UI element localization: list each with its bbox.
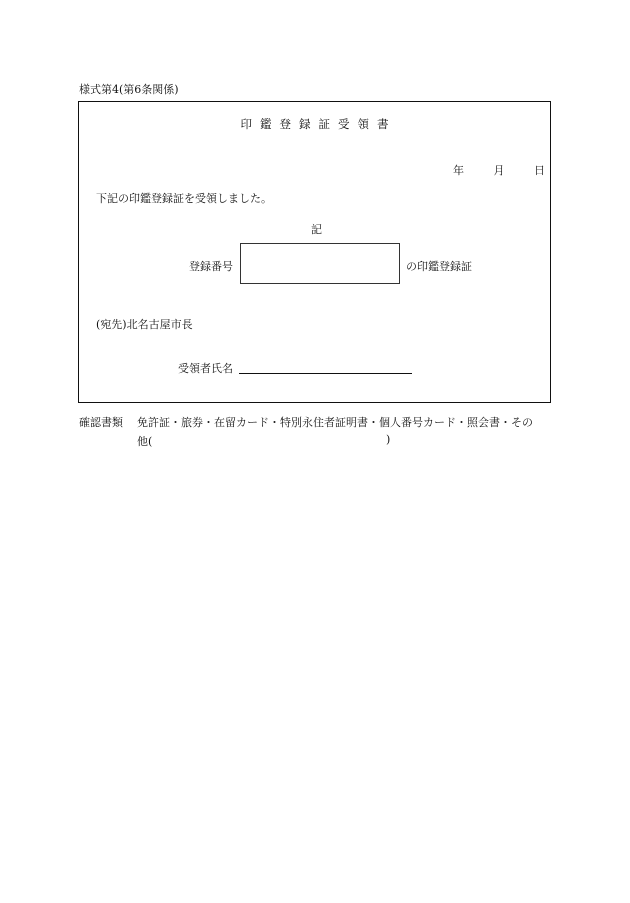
other-close: ) [386,433,391,446]
registration-number-field[interactable] [240,243,400,284]
receipt-statement: 下記の印鑑登録証を受領しました。 [96,192,272,205]
form-number-label: 様式第4(第6条関係) [79,83,179,96]
recipient-name-label: 受領者氏名 [178,362,233,375]
confirmation-documents: 免許証・旅券・在留カード・特別永住者証明書・個人番号カード・照会書・その [137,416,533,429]
date-line [453,162,545,178]
date-year-label: 年 [453,164,464,177]
receipt-form-box [78,101,551,403]
recipient-name-field[interactable] [239,373,412,374]
other-open: 他( [137,435,153,448]
date-month-label: 月 [493,164,505,177]
registration-number-label: 登録番号 [189,260,233,273]
registration-suffix: の印鑑登録証 [406,260,472,273]
ki-heading: 記 [311,223,322,236]
addressee: (宛先)北名古屋市長 [96,318,193,331]
date-day-label: 日 [534,164,545,177]
form-title: 印鑑登録証受領書 [240,117,397,131]
confirmation-heading: 確認書類 [79,416,123,429]
